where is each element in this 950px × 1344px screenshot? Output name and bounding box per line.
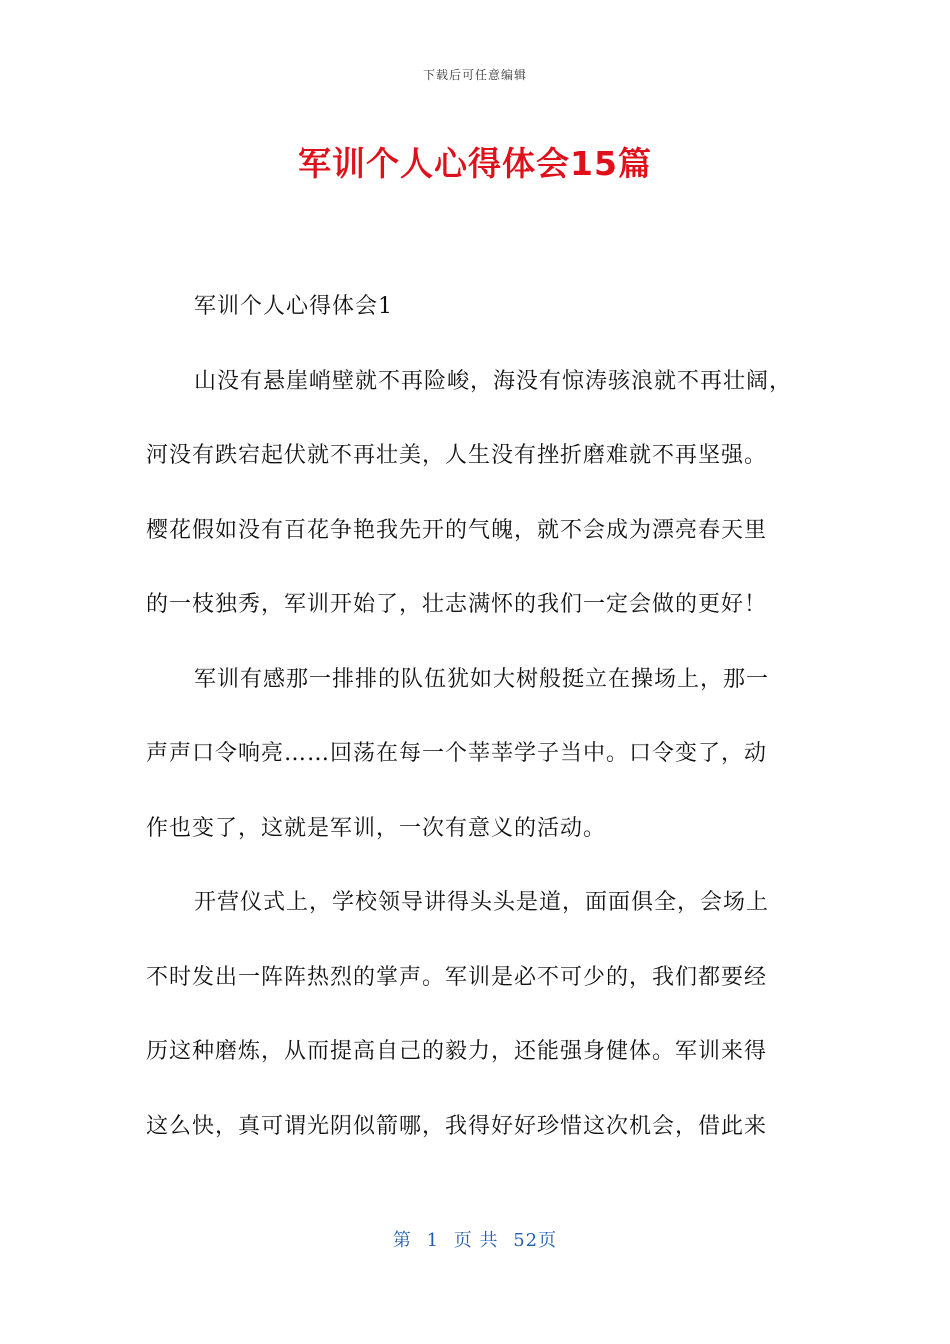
paragraph-line: 声声口令响亮……回荡在每一个莘莘学子当中。口令变了，动 xyxy=(146,741,768,766)
paragraph-line: 樱花假如没有百花争艳我先开的气魄，就不会成为漂亮春天里 xyxy=(146,517,768,543)
footer-mid: 页 共 xyxy=(453,1230,499,1251)
page-number-footer xyxy=(0,1226,950,1252)
paragraph-line: 这么快，真可谓光阴似箭哪，我得好好珍惜这次机会，借此来 xyxy=(146,1113,768,1139)
paragraph-line: 作也变了，这就是军训，一次有意义的活动。 xyxy=(146,815,607,841)
paragraph-line: 历这种磨炼，从而提高自己的毅力，还能强身健体。军训来得 xyxy=(146,1039,768,1064)
footer-prefix: 第 xyxy=(392,1230,412,1251)
document-body xyxy=(146,270,806,1164)
header-note: 下载后可任意编辑 xyxy=(422,68,527,82)
paragraph-line: 河没有跌宕起伏就不再壮美，人生没有挫折磨难就不再坚强。 xyxy=(146,443,768,468)
paragraph-line: 山没有悬崖峭壁就不再险峻，海没有惊涛骇浪就不再壮阔， xyxy=(194,368,793,394)
document-title: 军训个人心得体会15篇 xyxy=(298,144,652,183)
paragraph-line: 不时发出一阵阵热烈的掌声。军训是必不可少的，我们都要经 xyxy=(146,964,768,990)
current-page-number: 1 xyxy=(426,1230,440,1251)
paragraph-line: 军训有感那一排排的队伍犹如大树般挺立在操场上，那一 xyxy=(194,666,770,692)
section-heading: 军训个人心得体会1 xyxy=(194,294,393,319)
paragraph-line: 的一枝独秀，军训开始了，壮志满怀的我们一定会做的更好！ xyxy=(146,592,768,617)
paragraph-line: 开营仪式上，学校领导讲得头头是道，面面俱全，会场上 xyxy=(194,890,770,915)
total-pages: 52页 xyxy=(513,1230,558,1251)
